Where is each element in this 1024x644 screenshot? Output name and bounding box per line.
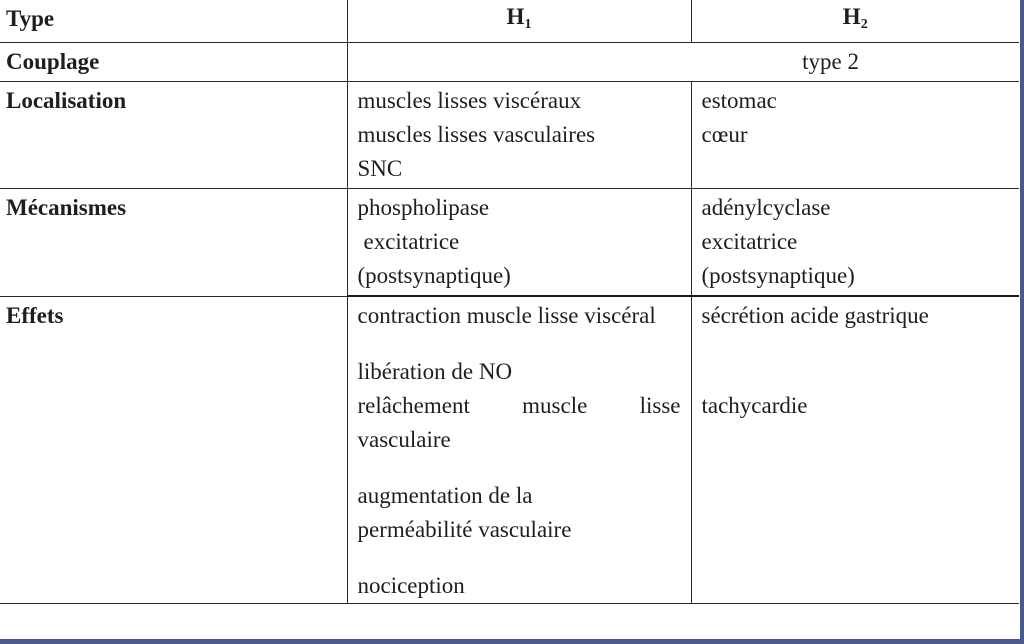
localisation-h2-item: estomac bbox=[701, 88, 777, 113]
effets-h1-item: contraction muscle lisse viscéral bbox=[357, 303, 656, 328]
localisation-h1-item: muscles lisses viscéraux bbox=[357, 88, 582, 113]
effets-h2-item: sécrétion acide gastrique bbox=[701, 303, 929, 328]
effets-label: Effets bbox=[0, 296, 347, 604]
localisation-h2-item: cœur bbox=[701, 122, 748, 147]
type-label: Type bbox=[0, 0, 347, 43]
mecanismes-h1-item: phospholipase bbox=[357, 195, 490, 220]
mecanismes-h1-cell bbox=[347, 189, 691, 297]
mecanismes-h2-cell bbox=[691, 189, 1019, 297]
effets-h1-item: perméabilité vasculaire bbox=[357, 517, 572, 542]
mecanismes-h2-item: excitatrice bbox=[701, 229, 798, 254]
effets-row bbox=[0, 296, 1019, 604]
effets-h1-item: relâchement muscle lisse vasculaire bbox=[357, 393, 681, 452]
h2-letter: H bbox=[842, 4, 861, 29]
mecanismes-h2-item: adénylcyclase bbox=[701, 195, 831, 220]
localisation-h1-cell bbox=[347, 82, 691, 189]
h1-letter: H bbox=[506, 4, 525, 29]
mecanismes-row bbox=[0, 189, 1019, 297]
localisation-label: Localisation bbox=[0, 82, 347, 189]
couplage-row bbox=[0, 43, 1019, 82]
h1-subscript: 1 bbox=[524, 17, 532, 32]
couplage-value: type 2 bbox=[347, 43, 1019, 82]
localisation-h1-item: muscles lisses vasculaires bbox=[357, 122, 596, 147]
localisation-h1-item: SNC bbox=[357, 156, 403, 181]
h1-header bbox=[347, 0, 691, 43]
effets-h1-cell bbox=[347, 296, 691, 604]
couplage-label: Couplage bbox=[0, 43, 347, 82]
effets-h2-item: tachycardie bbox=[701, 393, 808, 418]
effets-h1-item: nociception bbox=[357, 573, 465, 598]
header-row bbox=[0, 0, 1019, 43]
mecanismes-h2-item: (postsynaptique) bbox=[701, 263, 855, 288]
localisation-row bbox=[0, 82, 1019, 189]
mecanismes-label: Mécanismes bbox=[0, 189, 347, 297]
mecanismes-h1-item: (postsynaptique) bbox=[357, 263, 511, 288]
localisation-h2-cell bbox=[691, 82, 1019, 189]
mecanismes-h1-item: excitatrice bbox=[363, 229, 460, 254]
effets-h2-cell bbox=[691, 296, 1019, 604]
effets-h1-item: libération de NO bbox=[357, 359, 513, 384]
h2-header bbox=[691, 0, 1019, 43]
h2-subscript: 2 bbox=[860, 17, 868, 32]
effets-h1-item: augmentation de la bbox=[357, 483, 533, 508]
